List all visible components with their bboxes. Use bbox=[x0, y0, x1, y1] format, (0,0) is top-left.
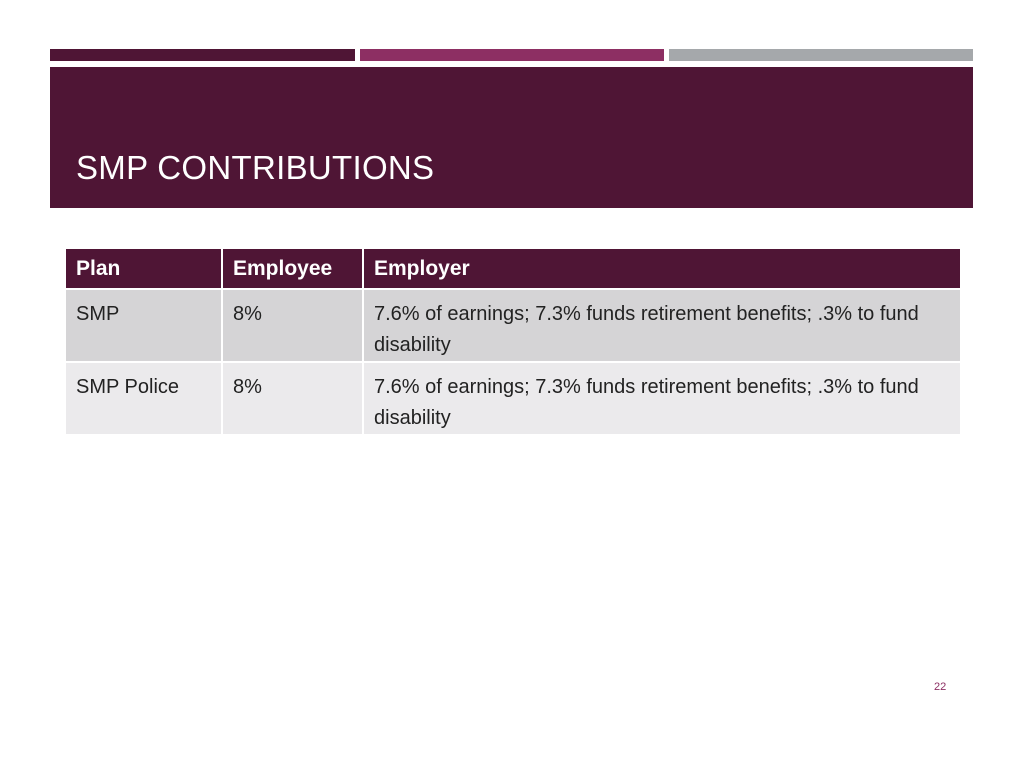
cell-employee: 8% bbox=[222, 289, 363, 362]
accent-bar-gray bbox=[669, 49, 973, 61]
header-plan: Plan bbox=[66, 249, 222, 289]
table-row bbox=[66, 362, 960, 434]
cell-plan: SMP Police bbox=[66, 362, 222, 434]
title-band bbox=[50, 67, 973, 208]
header-employer: Employer bbox=[363, 249, 960, 289]
cell-plan: SMP bbox=[66, 289, 222, 362]
table-row bbox=[66, 289, 960, 362]
cell-employee: 8% bbox=[222, 362, 363, 434]
page-number: 22 bbox=[934, 681, 947, 693]
cell-employer: 7.6% of earnings; 7.3% funds retirement benefits; .3% to fund disability bbox=[363, 289, 960, 362]
page-title: SMP CONTRIBUTIONS bbox=[76, 149, 435, 186]
header-employee: Employee bbox=[222, 249, 363, 289]
accent-bar-primary bbox=[50, 49, 355, 61]
cell-employer: 7.6% of earnings; 7.3% funds retirement benefits; .3% to fund disability bbox=[363, 362, 960, 434]
accent-bar-magenta bbox=[360, 49, 664, 61]
contributions-table bbox=[66, 249, 960, 434]
table-header-row bbox=[66, 249, 960, 289]
